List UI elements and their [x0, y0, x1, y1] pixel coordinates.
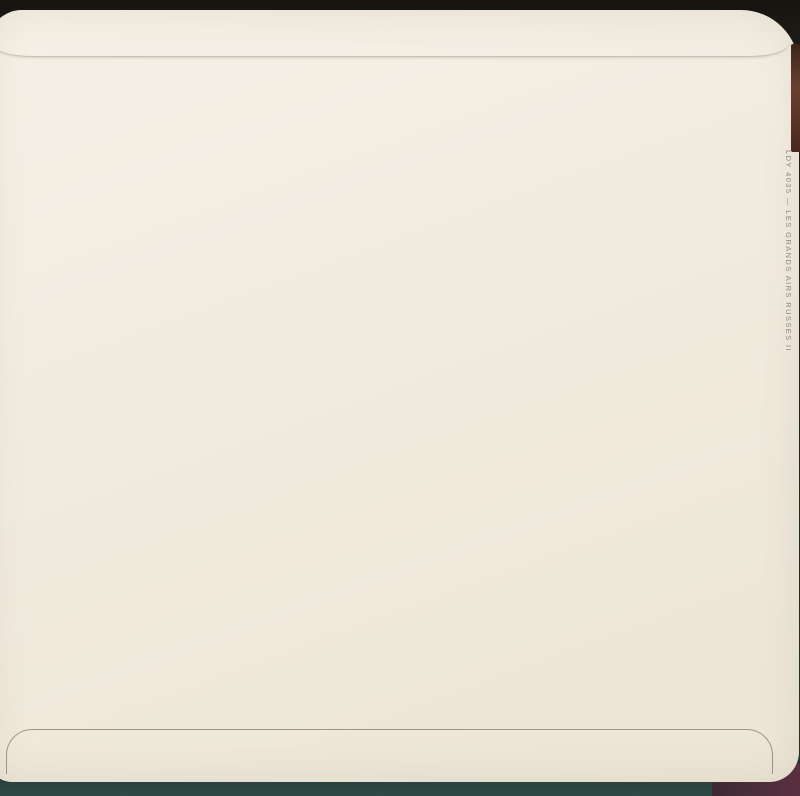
- sleeve-bottom-seam: [6, 729, 773, 774]
- spine-vertical-text: LDY 4035 — LES GRANDS AIRS RUSSES II: [784, 150, 793, 352]
- record-sleeve: [0, 10, 799, 782]
- sleeve-flap-crease: [0, 40, 789, 57]
- background-edge-brown: [791, 44, 800, 152]
